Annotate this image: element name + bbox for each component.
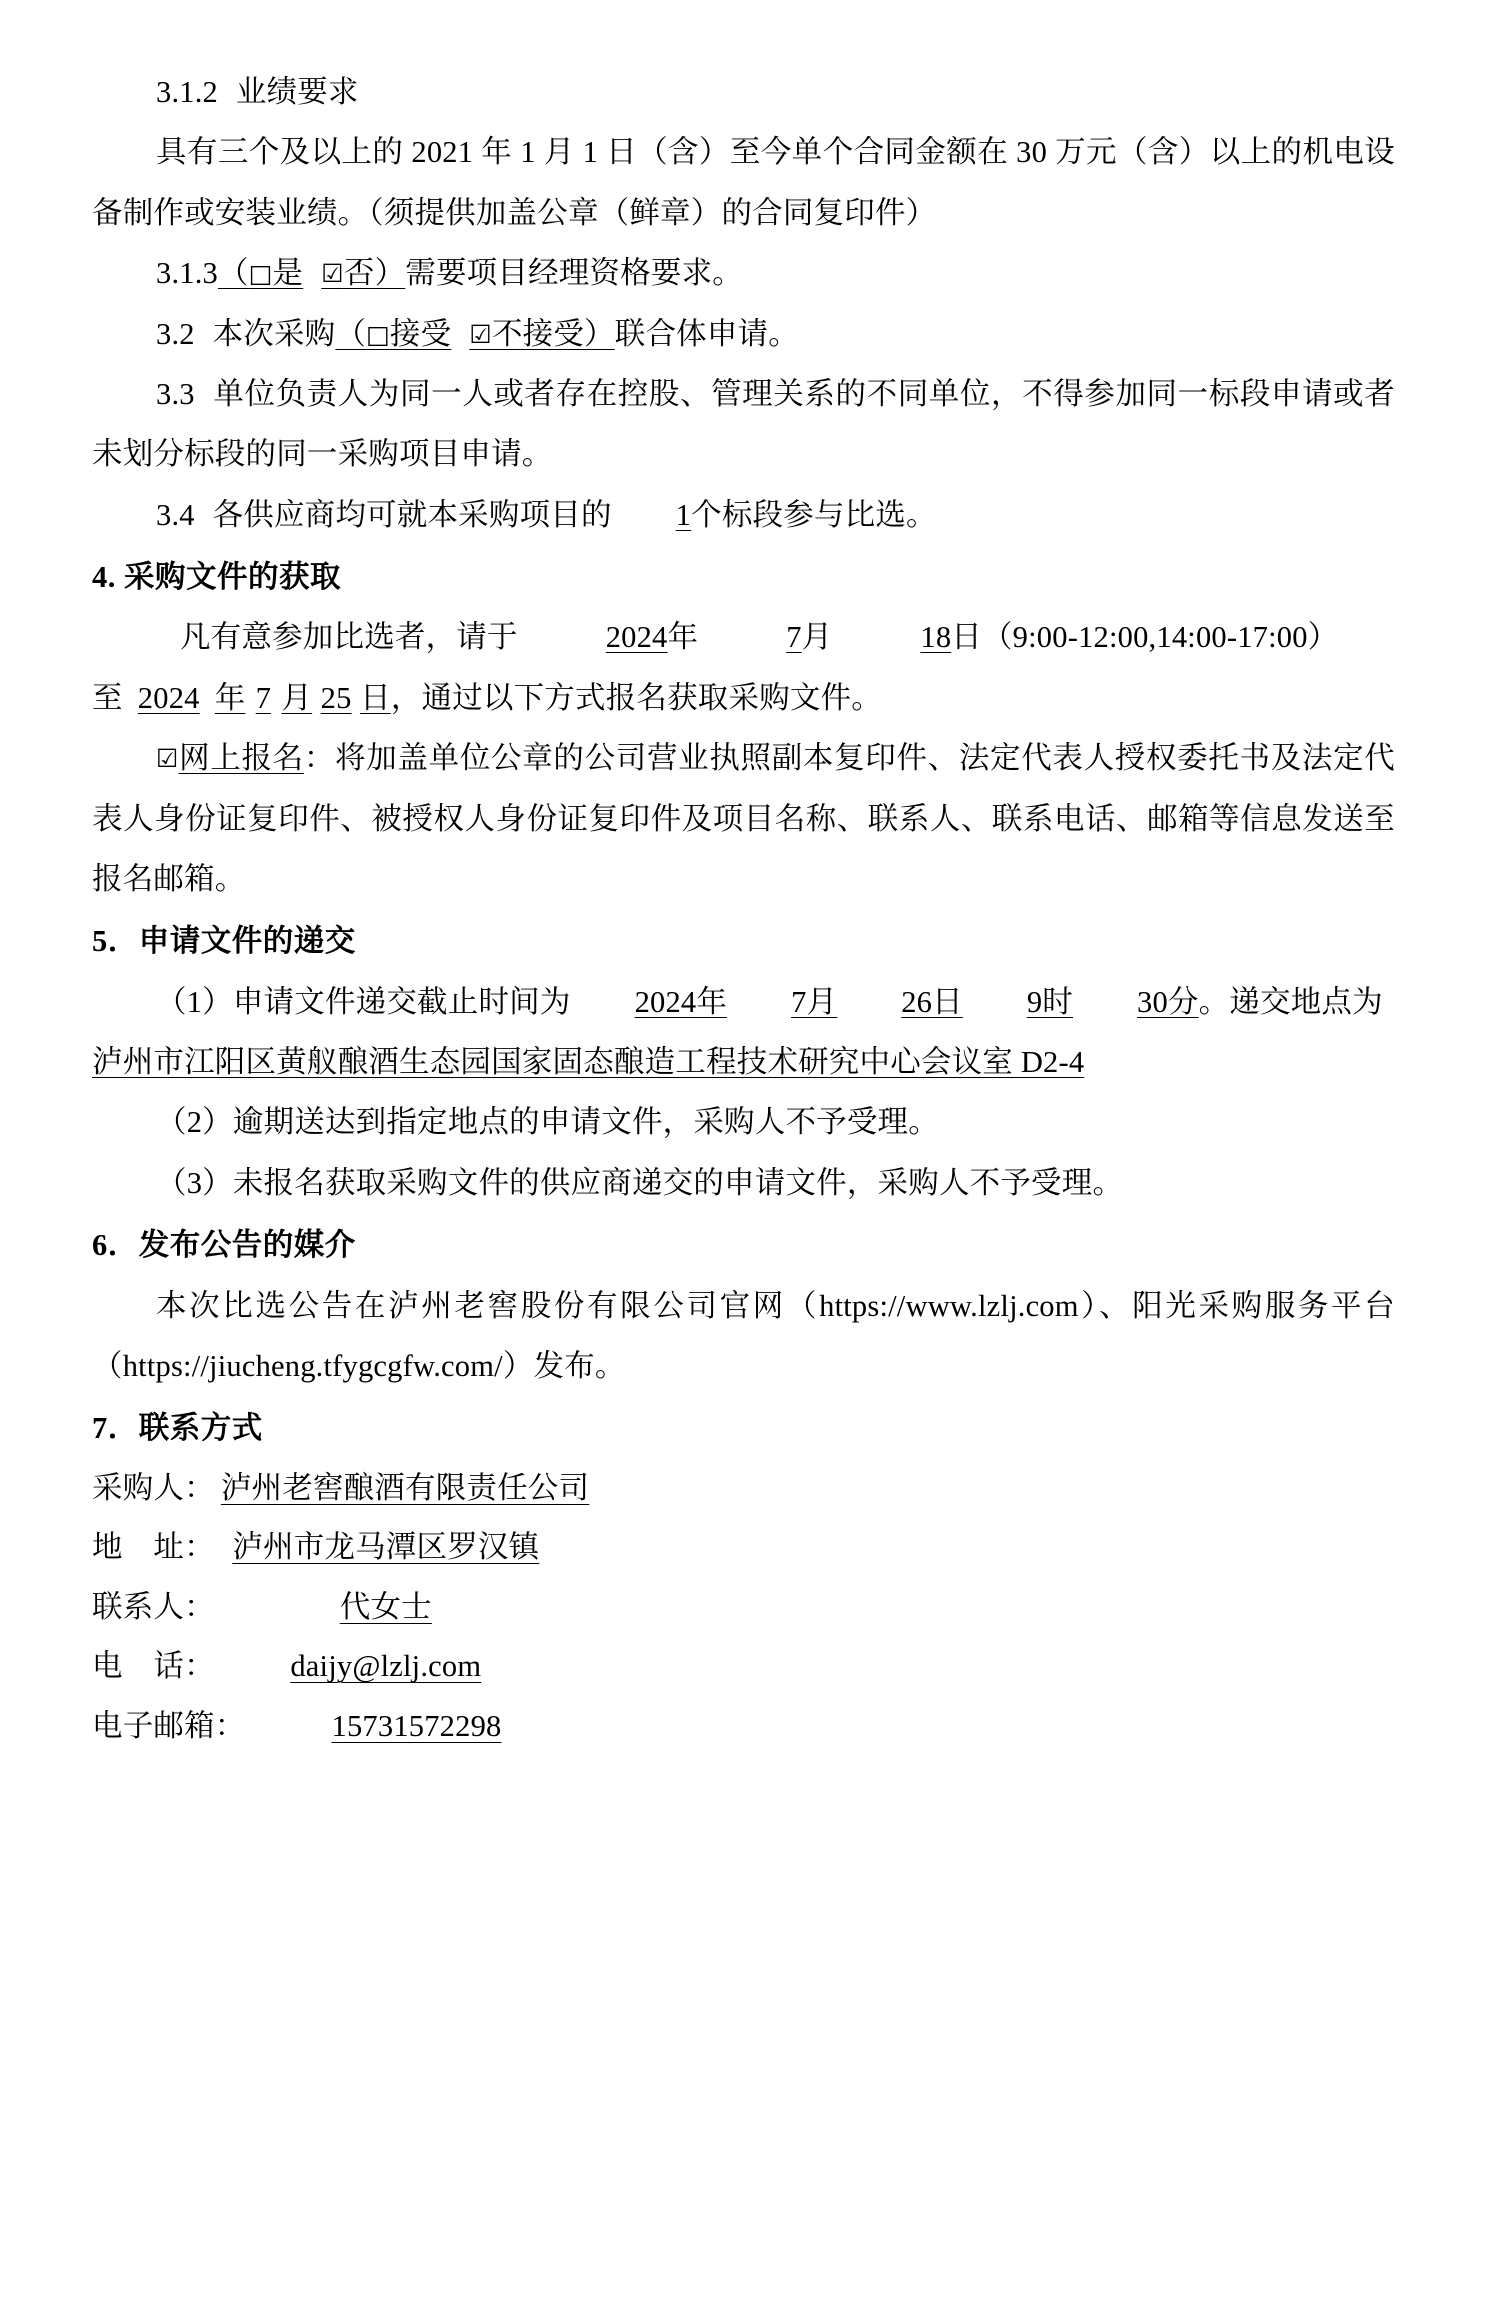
submission-place-lead: 。递交地点为 <box>1198 984 1383 1019</box>
submission-hour: 9 <box>1026 984 1043 1019</box>
section-3-2-lead: 本次采购 <box>212 316 336 351</box>
contact-value-phone: daijy@lzlj.com <box>290 1649 482 1684</box>
section-5-item-2: （2）逾期送达到指定地点的申请文件，采购人不予受理。 <box>156 1105 939 1140</box>
section-3-3 <box>92 364 1395 485</box>
section-3-1-3-tail: 需要项目经理资格要求。 <box>405 256 743 291</box>
contact-row <box>92 1518 1395 1577</box>
acquire-end-year-unit: 年 <box>214 680 246 715</box>
section-3-1-3-unchecked-label: 是 <box>272 256 304 291</box>
submission-day-unit: 日 <box>932 984 963 1019</box>
section-3-2-checked-label: 不接受 <box>491 316 585 351</box>
submission-hour-unit: 时 <box>1042 984 1073 1019</box>
section-4-heading: 4. 采购文件的获取 <box>92 560 341 594</box>
checkbox-checked-icon[interactable]: ☑ <box>469 319 492 349</box>
section-3-1-2-heading <box>92 62 1395 122</box>
section-5-item-1-place <box>92 1032 1395 1092</box>
acquire-start-day: 18 <box>920 620 952 655</box>
acquire-start-year: 2024 <box>605 620 668 655</box>
section-3-4 <box>92 485 1395 545</box>
acquire-end-year: 2024 <box>137 680 200 715</box>
section-3-1-3-suffix: ） <box>374 256 406 291</box>
section-6-body-part2: ）、阳光采购服务平台（ <box>92 1288 1395 1383</box>
checkbox-checked-icon[interactable]: ☑ <box>156 744 179 774</box>
acquire-end-month-unit: 月 <box>281 680 313 715</box>
contact-label-person: 联系人： <box>92 1589 215 1624</box>
section-3-2-suffix: ） <box>584 316 615 351</box>
acquire-end-day-unit: 日 <box>360 680 391 715</box>
submission-month-unit: 月 <box>806 984 838 1019</box>
checkbox-checked-icon[interactable]: ☑ <box>321 259 344 289</box>
section-3-1-2-number: 3.1.2 <box>156 75 218 109</box>
procurement-platform-url[interactable]: https://jiucheng.tfygcgfw.com/ <box>122 1348 503 1383</box>
contact-value-address: 泸州市龙马潭区罗汉镇 <box>232 1530 540 1565</box>
section-6-heading: 6．发布公告的媒介 <box>92 1228 356 1263</box>
contact-value-person: 代女士 <box>339 1589 432 1624</box>
section-3-2-prefix: （ <box>335 316 367 351</box>
contact-row <box>92 1637 1395 1696</box>
acquire-end-day: 25 <box>320 680 352 715</box>
section-3-1-2-body: 具有三个及以上的 2021 年 1 月 1 日（含）至今单个合同金额在 30 万元（含）以上的机电设备制作或安装业绩。（须提供加盖公章（鲜章）的合同复印件） <box>92 135 1395 230</box>
submission-deadline-lead: （1）申请文件递交截止时间为 <box>156 984 571 1019</box>
submission-year-unit: 年 <box>696 984 728 1019</box>
section-3-2 <box>92 304 1395 364</box>
official-website-url[interactable]: https://www.lzlj.com <box>819 1288 1079 1323</box>
contact-value-email: 15731572298 <box>331 1708 502 1743</box>
online-registration-label: 网上报名 <box>178 741 304 776</box>
section-6-body-part3: ）发布。 <box>502 1348 626 1383</box>
section-3-1-3-checked-label: 否 <box>343 256 375 291</box>
section-4-p2-lead: 至 <box>92 680 123 715</box>
section-3-4-tail: 个标段参与比选。 <box>691 497 937 532</box>
section-4-p2-tail: ，通过以下方式报名获取采购文件。 <box>390 680 883 715</box>
submission-minute: 30 <box>1137 984 1168 1019</box>
contact-label-phone: 电 话： <box>92 1649 215 1684</box>
contact-value-purchaser: 泸州老窖酿酒有限责任公司 <box>220 1470 590 1505</box>
section-3-4-count: 1 <box>675 497 692 532</box>
acquire-start-month: 7 <box>786 620 802 655</box>
acquire-end-month: 7 <box>255 680 272 715</box>
section-5-heading: 5．申请文件的递交 <box>92 924 356 959</box>
section-3-1-3-prefix: （ <box>218 256 249 291</box>
acquire-time-range: （9:00-12:00,14:00-17:00） <box>981 620 1339 655</box>
section-3-1-3 <box>92 243 1395 303</box>
section-4-paragraph-2 <box>92 668 1395 728</box>
section-3-3-number: 3.3 <box>156 376 195 411</box>
submission-place: 泸州市江阳区黄舣酿酒生态园国家固态酿造工程技术研究中心会议室 D2-4 <box>92 1045 1085 1079</box>
section-7-heading: 7．联系方式 <box>92 1411 263 1446</box>
contact-label-purchaser: 采购人： <box>92 1470 215 1505</box>
online-registration-body: ：将加盖单位公章的公司营业执照副本复印件、法定代表人授权委托书及法定代表人身份证复印件、被授权人身份证复印件及项目名称、联系人、联系电话、邮箱等信息发送至报名邮箱。 <box>92 741 1395 896</box>
section-4-p1-lead: 凡有意参加比选者，请于 <box>180 620 518 655</box>
acquire-start-month-unit: 月 <box>801 620 833 655</box>
checkbox-unchecked-icon[interactable]: □ <box>366 319 390 349</box>
contact-label-email: 电子邮箱： <box>92 1708 246 1743</box>
section-4-paragraph-1 <box>92 607 1395 667</box>
contact-row <box>92 1459 1395 1518</box>
section-3-2-options <box>335 317 614 351</box>
submission-month: 7 <box>791 984 807 1019</box>
section-3-2-unchecked-label: 接受 <box>389 316 452 351</box>
section-5-item-3: （3）未报名获取采购文件的供应商递交的申请文件，采购人不予受理。 <box>156 1165 1124 1200</box>
section-6-body-part1: 本次比选公告在泸州老窖股份有限公司官网（ <box>156 1288 820 1323</box>
contact-info-list <box>92 1459 1395 1756</box>
section-3-3-body: 单位负责人为同一人或者存在控股、管理关系的不同单位，不得参加同一标段申请或者未划分标段的同一采购项目申请。 <box>92 376 1395 472</box>
acquire-start-year-unit: 年 <box>667 620 699 655</box>
section-3-2-number: 3.2 <box>156 316 195 351</box>
section-4-online-registration <box>92 728 1395 909</box>
section-3-4-number: 3.4 <box>156 497 195 532</box>
section-3-1-3-number: 3.1.3 <box>156 256 218 291</box>
section-3-1-3-options <box>218 256 405 290</box>
acquire-start-day-unit: 日 <box>951 620 982 655</box>
section-3-4-lead: 各供应商均可就本采购项目的 <box>212 497 612 532</box>
contact-row <box>92 1697 1395 1756</box>
contact-label-address: 地 址： <box>92 1530 215 1565</box>
submission-day: 26 <box>901 984 933 1019</box>
section-6-body <box>92 1276 1395 1397</box>
submission-year: 2024 <box>634 984 697 1019</box>
checkbox-unchecked-icon[interactable]: □ <box>248 259 273 289</box>
contact-row <box>92 1578 1395 1637</box>
submission-minute-unit: 分 <box>1167 984 1199 1019</box>
section-5-item-1 <box>92 972 1395 1032</box>
document-body <box>92 62 1395 1756</box>
section-3-2-tail: 联合体申请。 <box>614 316 799 351</box>
section-3-1-2-title: 业绩要求 <box>235 75 359 109</box>
